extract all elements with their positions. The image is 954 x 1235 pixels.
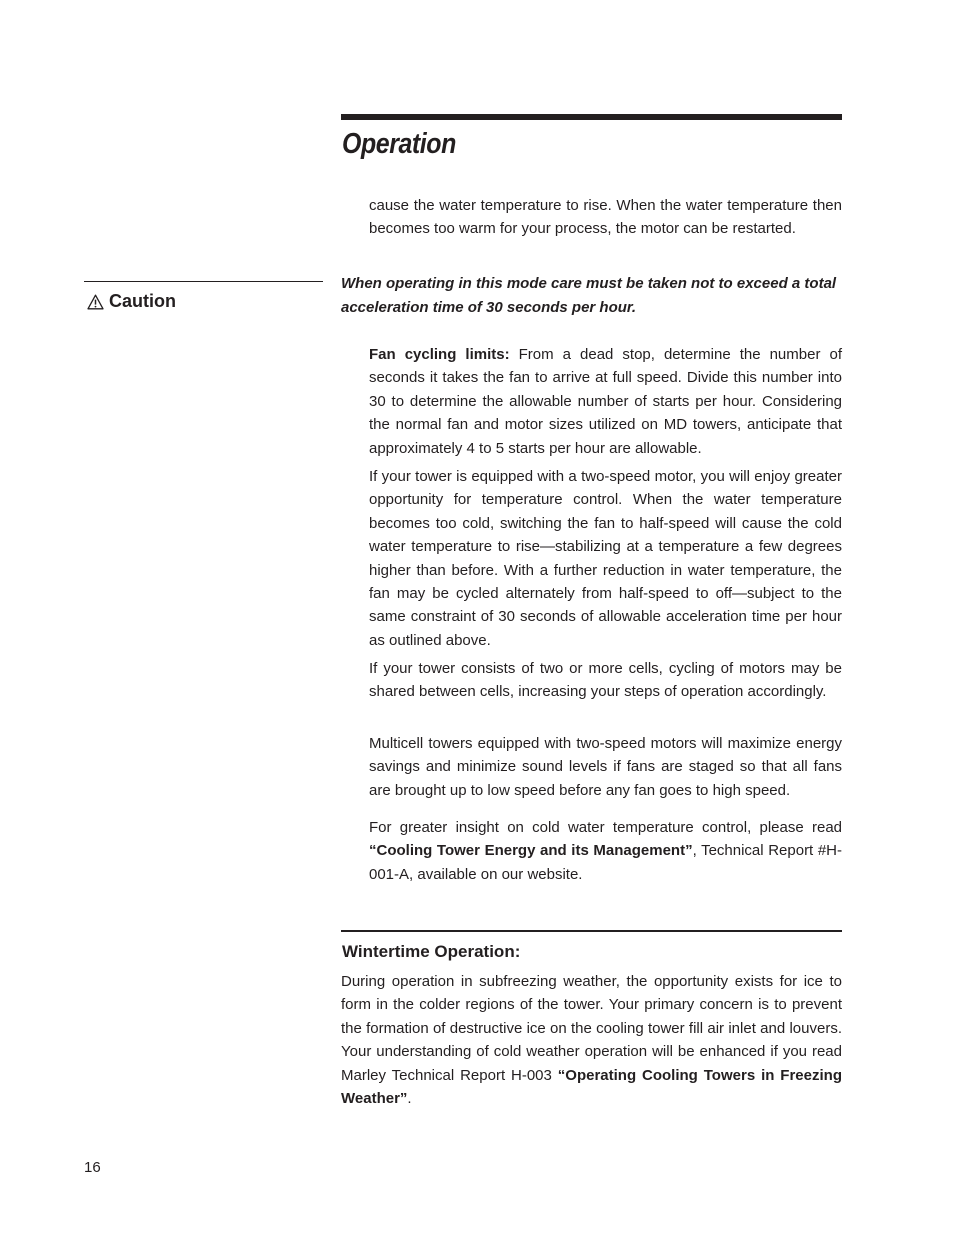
section-rule: [341, 930, 842, 932]
wintertime-post: .: [407, 1090, 412, 1108]
caution-rule: [84, 281, 323, 282]
insight-post: , Technical Report #H-001-A, available on our website.: [369, 842, 842, 883]
fan-cycling-paragraph: [369, 343, 842, 460]
intro-paragraph: cause the water temperature to rise. When the water temperature then becomes too warm for your process, the motor can be restarted.: [369, 197, 842, 238]
wintertime-pre: During operation in subfreezing weather, the opportunity exists for ice to form in the colder regions of the tower. Your primary concern is to prevent the formation of destructive ice on the cooling tower fill air inlet and louvers. Your understanding of cold weather operation will be enhanced if you read Marley Technical Report H-003: [341, 973, 842, 1084]
multi-cell-paragraph: If your tower consists of two or more cells, cycling of motors may be shared between cells, increasing your steps of operation accordingly.: [369, 660, 842, 701]
section-heading: Wintertime Operation:: [342, 942, 521, 961]
header-rule: [341, 114, 842, 120]
wintertime-paragraph: [341, 970, 842, 1110]
caution-text: When operating in this mode care must be taken not to exceed a total acceleration time of 30 seconds per hour.: [341, 275, 837, 316]
caution-text-label: Caution: [109, 291, 176, 311]
insight-pre: For greater insight on cold water temperature control, please read: [369, 819, 842, 836]
insight-paragraph: [369, 816, 842, 886]
staging-paragraph: Multicell towers equipped with two-speed motors will maximize energy savings and minimize sound levels if fans are staged so that all fans are brought up to low speed before any fan goes to high speed.: [369, 735, 842, 799]
fan-cycling-lead: Fan cycling limits:: [369, 346, 510, 363]
warning-triangle-icon: [87, 294, 104, 310]
fan-cycling-text: From a dead stop, determine the number of seconds it takes the fan to arrive at full speed. Divide this number into 30 to determine the allowable number of starts per hour. Considering the normal fan and motor sizes utilized on MD towers, anticipate that approximately 4 to 5 starts per hour are allowable.: [369, 346, 842, 457]
insight-report-title: “Cooling Tower Energy and its Management”: [369, 842, 693, 860]
caution-label: [87, 291, 176, 312]
page-number: 16: [84, 1159, 101, 1176]
page-title: Operation: [342, 128, 456, 160]
wintertime-report-title: “Operating Cooling Towers in Freezing Weather”: [341, 1066, 842, 1108]
two-speed-paragraph: If your tower is equipped with a two-speed motor, you will enjoy greater opportunity for temperature control. When the water temperature becomes too cold, switching the fan to half-speed will cause the cold water temperature to rise—stabilizing at a temperature a few degrees higher than before. With a further reduction in water temperature, the fan may be cycled alternately from half-speed to off—subject to the same constraint of 30 seconds of allowable acceleration time per hour as outlined above.: [369, 468, 842, 649]
